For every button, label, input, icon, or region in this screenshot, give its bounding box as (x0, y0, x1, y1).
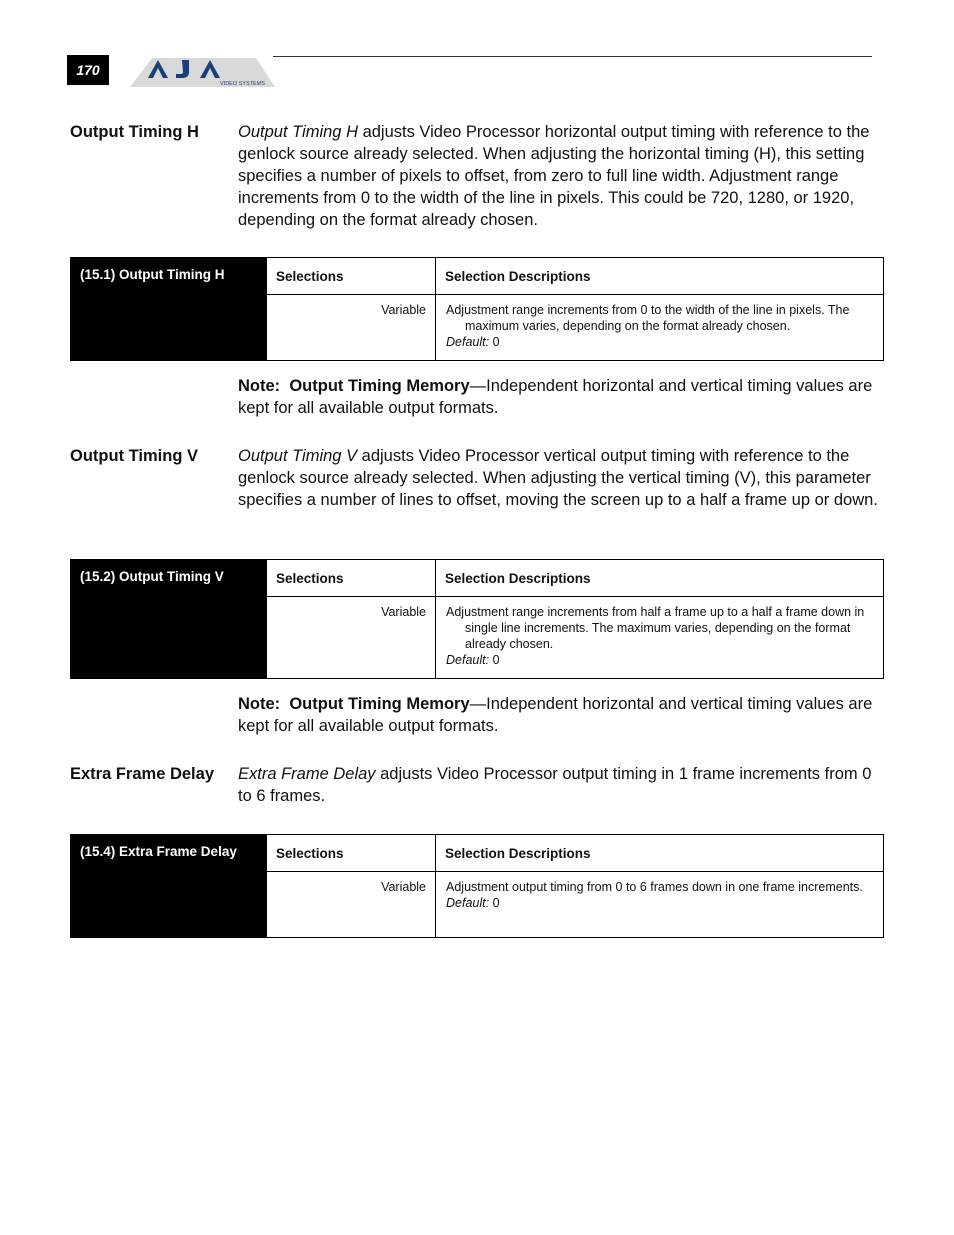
page-number: 170 (67, 55, 109, 85)
note-output-timing-memory-2: Note: Output Timing Memory—Independent horizontal and vertical timing values are kept for all available output formats. (238, 695, 873, 735)
section-title-output-timing-h: Output Timing H (70, 123, 199, 141)
default-line: Default: 0 (446, 896, 500, 910)
logo-subtext: VIDEO SYSTEMS (220, 81, 265, 87)
param-table-head: (15.1) Output Timing H (71, 258, 267, 361)
section-title-output-timing-v: Output Timing V (70, 447, 199, 465)
col-header-descriptions: Selection Descriptions (436, 835, 884, 872)
default-line: Default: 0 (446, 335, 500, 349)
selection-value: Variable (267, 295, 436, 361)
col-header-descriptions: Selection Descriptions (436, 258, 884, 295)
col-header-selections: Selections (267, 258, 436, 295)
note-output-timing-memory-1: Note: Output Timing Memory—Independent horizontal and vertical timing values are kept for all available output formats. (238, 377, 873, 417)
selection-description (436, 295, 884, 361)
description-text: Adjustment range increments from half a frame up to a half a frame down in single line increments. The maximum varies, depending on the format already chosen. (446, 605, 865, 651)
param-table-output-timing-v (70, 559, 884, 679)
param-table-head: (15.2) Output Timing V (71, 560, 267, 679)
default-line: Default: 0 (446, 653, 500, 667)
section-body-output-timing-h: Output Timing H adjusts Video Processor horizontal output timing with reference to the genlock source already selected. When adjusting the horizontal timing (H), this setting specifies a number of pixels to offset, from zero to full line width. Adjustment range increments from 0 to the width of the line in pixels. This could be 720, 1280, or 1920, depending on the format already chosen. (238, 123, 870, 229)
header-rule (273, 56, 872, 57)
section-title-extra-frame-delay: Extra Frame Delay (70, 765, 214, 783)
selection-description (436, 872, 884, 938)
section-body-extra-frame-delay: Extra Frame Delay adjusts Video Processor output timing in 1 frame increments from 0 to 6 frames. (238, 765, 872, 805)
section-body-output-timing-v: Output Timing V adjusts Video Processor vertical output timing with reference to the genlock source already selected. When adjusting the vertical timing (V), this parameter specifies a number of lines to offset, moving the screen up to a half a frame up or down. (238, 447, 878, 509)
description-text: Adjustment range increments from 0 to the width of the line in pixels. The maximum varies, depending on the format already chosen. (446, 303, 850, 333)
param-table-output-timing-h (70, 257, 884, 361)
param-table-head: (15.4) Extra Frame Delay (71, 835, 267, 938)
selection-value: Variable (267, 597, 436, 679)
col-header-selections: Selections (267, 835, 436, 872)
col-header-descriptions: Selection Descriptions (436, 560, 884, 597)
description-text: Adjustment output timing from 0 to 6 frames down in one frame increments. (446, 880, 863, 894)
selection-value: Variable (267, 872, 436, 938)
param-table-extra-frame-delay (70, 834, 884, 938)
selection-description (436, 597, 884, 679)
aja-logo (130, 54, 275, 90)
col-header-selections: Selections (267, 560, 436, 597)
